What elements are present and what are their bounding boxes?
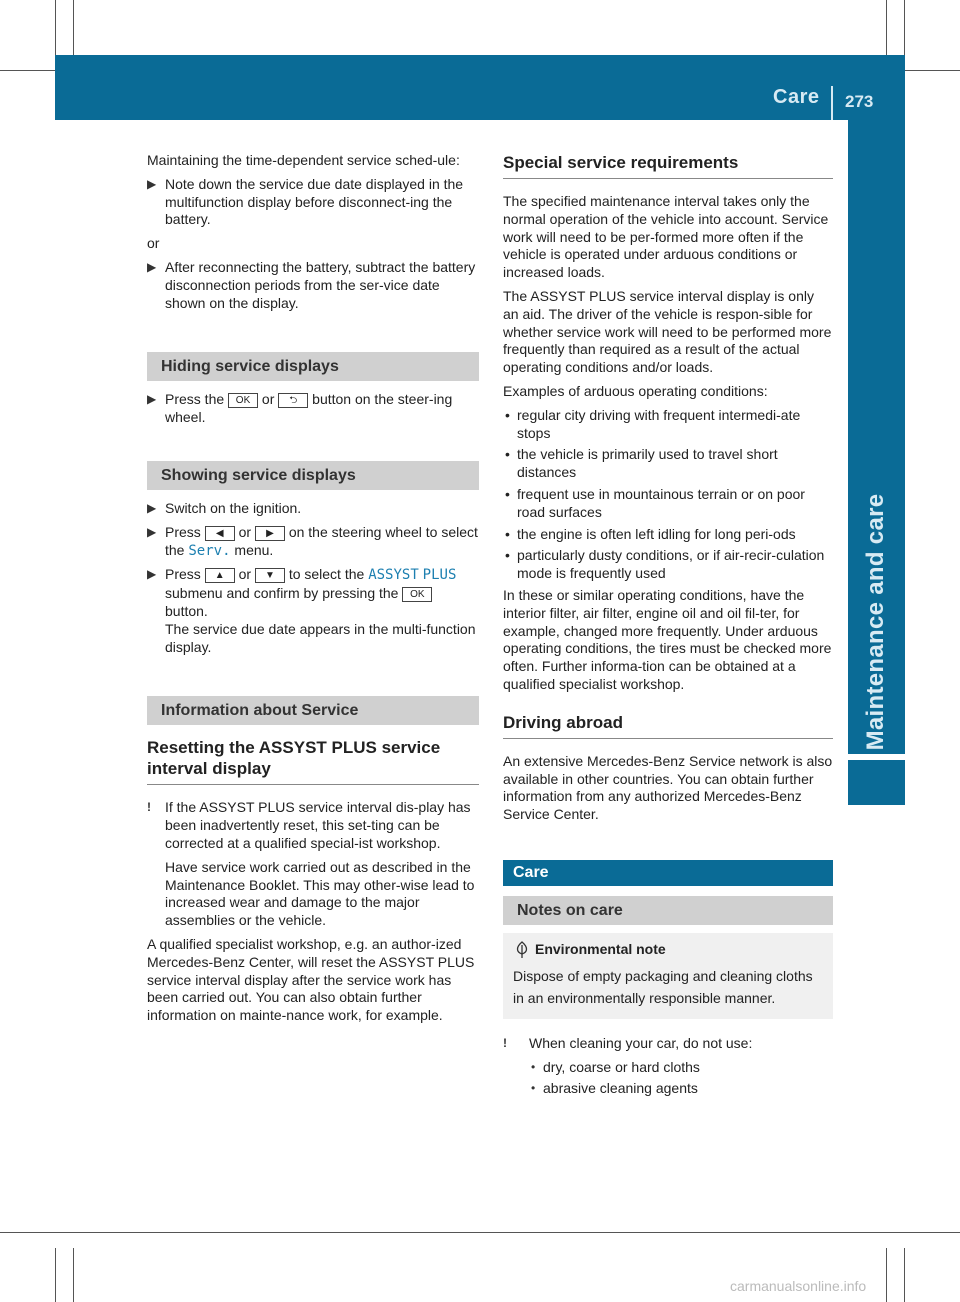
warning-note: ! When cleaning your car, do not use: • dry, coarse or hard cloths • abrasive cleaning agents	[503, 1035, 833, 1098]
plus-submenu-label: PLUS	[422, 567, 457, 584]
arrow-icon: ▶	[147, 259, 157, 274]
assyst-submenu-label: ASSYST	[368, 567, 419, 584]
environmental-note-text: Dispose of empty packaging and cleaning cloths in an environmentally responsible manner.	[513, 967, 813, 1006]
bullet-step: ▶ After reconnecting the battery, subtract the battery disconnection periods from the ser-vice date shown on the display.	[147, 258, 476, 311]
list-item: • the engine is often left idling for long peri-ods	[505, 525, 796, 542]
back-button-icon: ⮌	[278, 393, 308, 408]
right-column: Special service requirements The specified maintenance interval takes only the normal operation of the vehicle into account. Service work will need to be per-formed more often if the vehicle is operated under arduous conditions or increased loads. The ASSYST PLUS service interval display is only an aid. The driver of the vehicle is respon-sible for whether service work will need to be performed more frequently than required as a result of the actual operating conditions and/or loads. Examples of arduous operating conditions: • regular city driving with frequent intermedi-ate stops • the vehicle is primarily used to travel short distances • frequent use in mountainous terrain or on poor road surfaces • the engine is often left idling for long peri-ods • particularly dusty conditions, or if air-recir-culation mode is frequently used In these or similar operating conditions, have the interior filter, air filter, engine oil and oil fil-ter, for example, changed more frequently. Under arduous operating conditions, the tires must be checked more often. Further informa-tion can be obtained at a qualified specialist workshop. Driving abroad An extensive Mercedes-Benz Service network is also available in other countries. You can obtain further information from any authorized Mercedes-Benz Service Center. Care Notes on care Environmental note Dispose of empty packaging and cleaning cloths in an environmentally responsible manner. ! When cleaning your car, do not use: • dry, coarse or hard cloths • abrasive cleaning agents	[503, 153, 833, 1097]
crop-mark	[886, 1248, 887, 1302]
bullet-step: ▶ Press the OK or ⮌ button on the steer-ing wheel.	[147, 391, 453, 426]
arrow-icon: ▶	[147, 524, 157, 539]
crop-mark	[0, 1232, 960, 1233]
bullet-step: ▶ Note down the service due date displayed in the multifunction display before disconnect-ing the battery.	[147, 175, 464, 228]
section-showing-service: Showing service displays	[147, 461, 479, 490]
list-item: • the vehicle is primarily used to travel short distances	[505, 446, 778, 481]
environmental-note-title: Environmental note	[535, 940, 666, 957]
warning-icon: !	[503, 1035, 507, 1050]
list-item: • dry, coarse or hard cloths	[531, 1058, 700, 1075]
crop-mark	[55, 1248, 56, 1302]
crop-mark	[73, 1248, 74, 1302]
or-text: or	[147, 235, 160, 252]
list-item: • abrasive cleaning agents	[531, 1080, 698, 1097]
up-arrow-button-icon: ▲	[205, 568, 235, 583]
bullet-step: ▶ Press ◀ or ▶ on the steering wheel to select the Serv. menu.	[147, 523, 478, 559]
list-item: • regular city driving with frequent intermedi-ate stops	[505, 406, 801, 441]
left-column	[147, 152, 479, 1031]
environmental-note-box	[503, 933, 833, 1019]
leaf-icon	[515, 941, 529, 959]
header-divider	[831, 86, 833, 120]
serv-menu-label: Serv.	[188, 542, 231, 559]
paragraph: A qualified specialist workshop, e.g. an author-ized Mercedes-Benz Center, will reset the ASSYST PLUS service interval display after the service work has been carried out. You can also obtain further information on mainte-nance work, for example.	[147, 935, 475, 1024]
arrow-icon: ▶	[147, 392, 157, 407]
crop-mark	[904, 0, 905, 55]
watermark: carmanualsonline.info	[730, 1278, 867, 1294]
list-item: • particularly dusty conditions, or if air-recir-culation mode is frequently used	[505, 547, 825, 582]
arrow-icon: ▶	[147, 567, 157, 582]
subheading-resetting: Resetting the ASSYST PLUS service interval display	[147, 737, 479, 785]
down-arrow-button-icon: ▼	[255, 568, 285, 583]
crop-mark	[904, 1248, 905, 1302]
bullet-step: ▶ Press ▲ or ▼ to select the ASSYST PLUS submenu and confirm by pressing the OK button. The service due date appears in the multi-function display.	[147, 566, 476, 655]
arrow-icon: ▶	[147, 500, 157, 515]
bullet-step: ▶ Switch on the ignition.	[147, 499, 302, 516]
header-section-title: Care	[773, 86, 820, 108]
section-notes-on-care: Notes on care	[503, 896, 833, 925]
crop-mark	[886, 0, 887, 55]
right-arrow-button-icon: ▶	[255, 526, 285, 541]
crop-mark	[55, 0, 56, 55]
ok-button-icon: OK	[228, 393, 258, 408]
subheading-special-service: Special service requirements	[503, 152, 833, 179]
warning-note: ! If the ASSYST PLUS service interval dis-play has been inadvertently reset, this set-ting can be corrected at a qualified special-ist workshop. Have service work carried out as described in the Maintenance Booklet. This may other-wise lead to increased wear and damage to the major assemblies or the vehicle.	[147, 799, 475, 929]
warning-icon: !	[147, 800, 151, 815]
side-tab-label: Maintenance and care	[862, 493, 889, 751]
intro-text: Maintaining the time-dependent service sched-ule:	[147, 152, 460, 168]
section-care: Care	[503, 860, 833, 886]
ok-button-icon: OK	[402, 587, 432, 602]
section-hiding-service: Hiding service displays	[147, 352, 479, 381]
left-arrow-button-icon: ◀	[205, 526, 235, 541]
side-tab-marker	[848, 760, 905, 805]
page-number: 273	[845, 92, 874, 111]
list-item: • frequent use in mountainous terrain or on poor road surfaces	[505, 485, 805, 520]
section-information-service: Information about Service	[147, 696, 479, 725]
subheading-driving-abroad: Driving abroad	[503, 712, 833, 739]
crop-mark	[73, 0, 74, 55]
arrow-icon: ▶	[147, 176, 157, 191]
